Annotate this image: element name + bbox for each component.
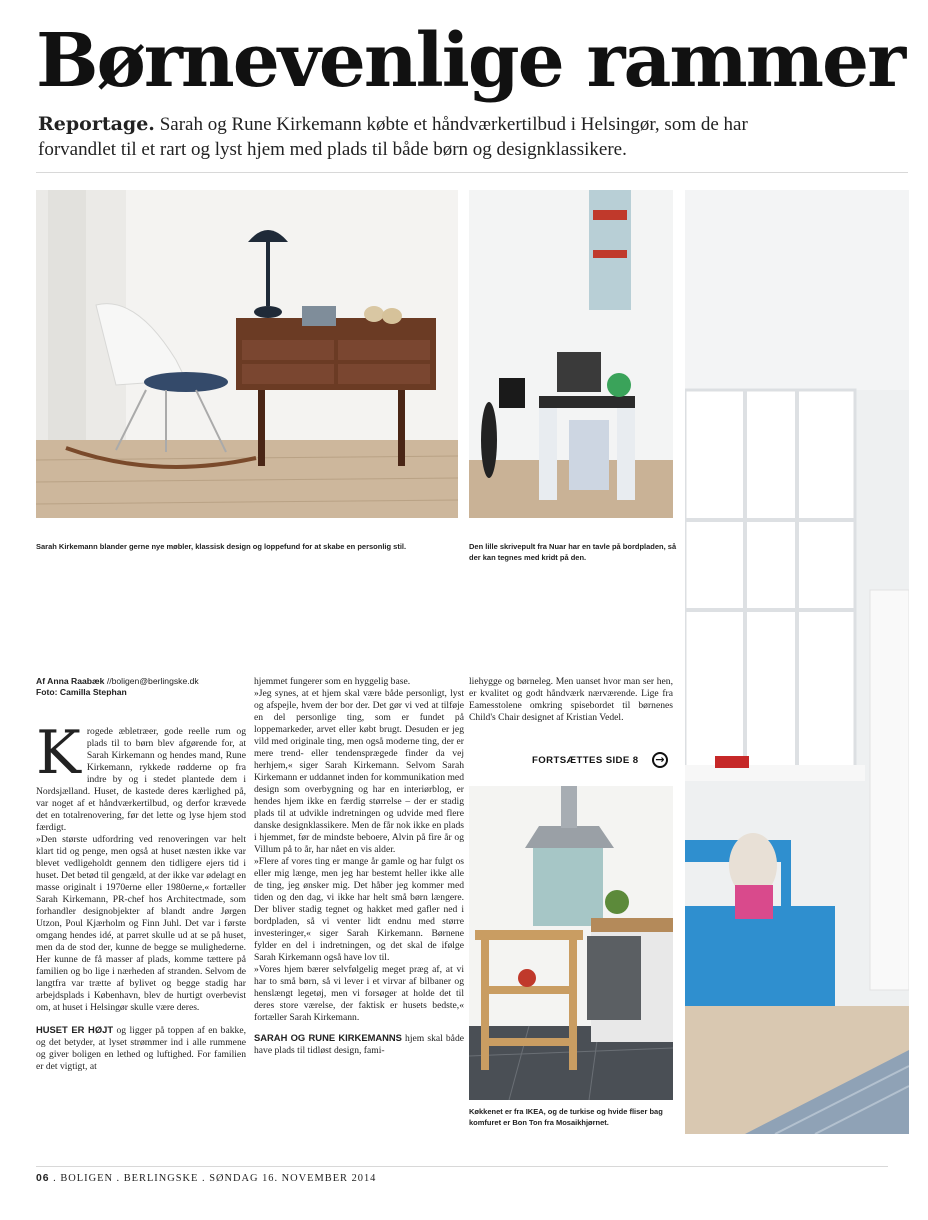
article-column-2 <box>254 676 464 1057</box>
paragraph: og ligger på toppen af en bakke, og det betyder, at lyset strømmer ind i alle rummene og giver boligen en lethed og luftighed. For familien er det vigtigt, at <box>36 1025 246 1072</box>
page-footer <box>36 1173 376 1184</box>
paragraph: rogede æbletræer, gode reelle rum og plads til to børn blev afgørende for, at Sarah Kirkemann og hendes mand, Rune Kirkemann, rykkede rødderne op fra indre by og i stedet plantede dem i Nordsjælland. Huset, de kastede deres kærlighed på, var noget af et håndværkertilbud, og derfor krævede det en totalrenovering, før det lette og lyse hjem stod færdigt. <box>36 726 246 833</box>
photo-living-room <box>36 190 458 518</box>
paragraph: »Flere af vores ting er mange år gamle og har fulgt os eller mig længe, men jeg har bestemt heller ikke alle de ting, jeg ønsker mig. Det håber jeg kommer med tiden og den dag, vi ikke har helt små børn længere. Der bliver stadig tegnet og hakket med gafler ned i bordpladen, så vi venter lidt endnu med større investeringer,« siger Sarah Kirkemann. Børnene fylder en del i indretningen, og det skal de ifølge Sarah Kirkemann også have lov til. <box>254 856 464 963</box>
standfirst-label: Reportage. <box>38 113 155 135</box>
footer-text: . BOLIGEN . BERLINGSKE . SØNDAG 16. NOVEMBER 2014 <box>49 1173 377 1184</box>
footer-rule <box>36 1166 888 1167</box>
paragraph: liehygge og børneleg. Men uanset hvor man ser hen, er kvalitet og godt håndværk nærværende. Lige fra Eamesstolene omkring spisebordet til børnenes Child's Chair designet af Kristian Vedel. <box>469 676 673 723</box>
subhead-sarah: SARAH OG RUNE KIRKEMANNS <box>254 1032 402 1043</box>
caption-living-room: Sarah Kirkemann blander gerne nye møbler, klassisk design og loppefund for at skabe en personlig stil. <box>36 542 407 551</box>
caption-desk: Den lille skrivepult fra Nuar har en tavle på bordpladen, så der kan tegnes med kridt på den. <box>469 542 677 562</box>
byline <box>36 676 254 698</box>
headline: Børnevenlige rammer <box>36 18 905 104</box>
arrow-right-circle-icon[interactable]: → <box>652 752 668 768</box>
byline-author: Af Anna Raabæk <box>36 676 105 686</box>
photo-kitchen <box>469 786 673 1100</box>
photo-childrens-room <box>685 190 909 1134</box>
drop-cap: K <box>36 718 81 788</box>
continue-link[interactable]: FORTSÆTTES SIDE 8 <box>532 755 639 766</box>
standfirst-text: Sarah og Rune Kirkemann købte et håndværkertilbud i Helsingør, som de har forvandlet til et rart og lyst hjem med plads til både børn og designklassikere. <box>38 114 748 160</box>
paragraph: »Den største udfordring ved renoveringen var helt klart tid og penge, men også at huset næsten ikke var blevet vedligeholdt gennem den tidligere ejers tid i huset. Det betød til gengæld, at der ikke var ødelagt en masse originalt i 1970erne eller 1980erne,« fortæller Sarah Kirkemann, PR-chef hos Architectmade, som forhandler designobjekter af blandt andre Jørgen Utzon, Poul Kjærholm og Finn Juhl. Det var i første omgang hendes idé, at parret skulle ud at se på huset, men da de stod der, kunne de begge se mulighederne. Her kunne de få masser af plads, komme tættere på familien og bo lige i nærheden af stranden. Selvom de langtfra var trætte af bylivet og begge stadig har arbejdsplads i København, blev de hurtigt overbevist om, at huset i Helsingør skulle være deres. <box>36 834 246 1013</box>
paragraph: »Vores hjem bærer selvfølgelig meget præg af, at vi har to små børn, så vi lever i et virvar af bilbaner og henslængt legetøj, men vi forsøger at holde det til deres store værelse, der faktisk er husets bedste,« fortæller Sarah Kirkemann. <box>254 964 464 1023</box>
subhead-huset: HUSET ER HØJT <box>36 1024 114 1035</box>
byline-photo: Foto: Camilla Stephan <box>36 687 127 697</box>
paragraph: hjemmet fungerer som en hyggelig base. <box>254 676 411 687</box>
byline-email: //boligen@berlingske.dk <box>104 676 199 686</box>
top-rule <box>36 172 908 173</box>
paragraph: hjem skal både have plads til tidløst design, fami- <box>254 1033 464 1056</box>
caption-kitchen: Køkkenet er fra IKEA, og de turkise og hvide fliser bag komfuret er Bon Ton fra Mosaikhjørnet. <box>469 1107 663 1127</box>
article-column-3 <box>469 676 673 724</box>
photo-desk <box>469 190 673 518</box>
standfirst <box>38 112 798 162</box>
article-column-1 <box>36 718 246 1073</box>
page-number: 06 <box>36 1173 50 1184</box>
paragraph: »Jeg synes, at et hjem skal være både personligt, lyst og afspejle, hvem der bor der. Det gør vi ved at tilføje en del personlige ting, som er fundet på loppemarkeder, arvet eller købt brugt. Desuden er jeg vild med originale ting, men også moderne ting, der er mere trend- eller tendensprægede finder da vej herhjem,« siger Sarah Kirkemann. Selvom Sarah Kirkemann er uddannet inden for kommunikation med design som overbygning og har en interiørblog, er hendes hjem ikke en færdig størrelse – der er stadig plads til at udvikle indretningen og udvide med flere danske designklassikere. Men de får nok ikke en plads i hjemmet, før de mindste beboere, Alvin på fire år og Villum på to år, har nået en vis alder. <box>254 688 464 855</box>
